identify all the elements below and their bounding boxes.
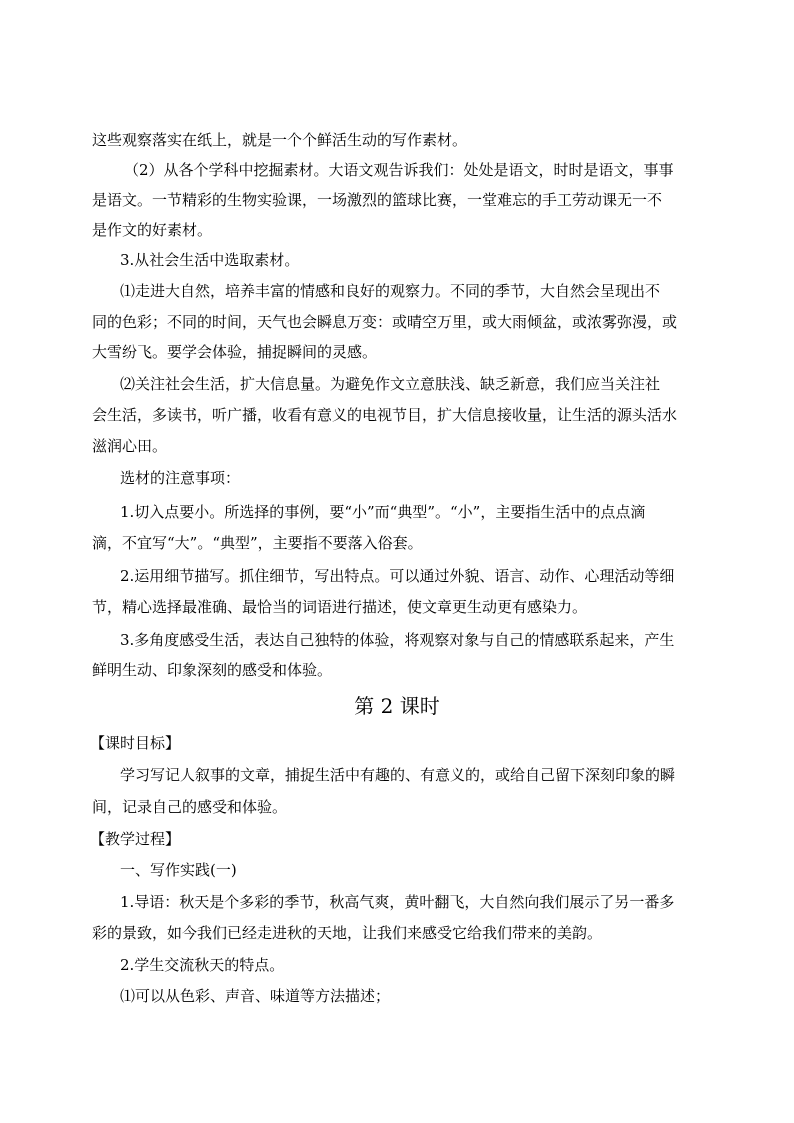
text-line: 1.导语：秋天是个多彩的季节，秋高气爽，黄叶翻飞，大自然向我们展示了另一番多 <box>120 893 675 911</box>
text-line: 大雪纷飞。要学会体验，捕捉瞬间的灵感。 <box>92 343 378 361</box>
text-line: 是语文。一节精彩的生物实验课，一场激烈的篮球比赛，一堂难忘的手工劳动课无一不 <box>92 191 663 209</box>
text-line: 选材的注意事项： <box>120 469 241 487</box>
section-heading: 【教学过程】 <box>90 830 181 848</box>
text-line: 一、写作实践(一) <box>120 861 237 879</box>
text-line: 3.多角度感受生活，表达自己独特的体验，将观察对象与自己的情感联系起来，产生 <box>120 631 675 649</box>
text-line: 滋润心田。 <box>92 437 168 455</box>
text-line: 2.运用细节描写。抓住细节，写出特点。可以通过外貌、语言、动作、心理活动等细 <box>120 567 675 585</box>
text-line: ⑴可以从色彩、声音、味道等方法描述； <box>120 987 391 1005</box>
text-line: 同的色彩；不同的时间，天气也会瞬息万变：或晴空万里，或大雨倾盆，或浓雾弥漫，或 <box>92 313 678 331</box>
text-line: 2.学生交流秋天的特点。 <box>120 956 285 974</box>
text-line: 是作文的好素材。 <box>92 221 213 239</box>
section-heading: 【课时目标】 <box>90 734 181 752</box>
text-line: ⑵关注社会生活，扩大信息量。为避免作文立意肤浅、缺乏新意，我们应当关注社 <box>120 375 661 393</box>
section-title: 第 2 课时 <box>354 694 440 718</box>
text-line: 3.从社会生活中选取素材。 <box>120 251 300 269</box>
text-line: （2）从各个学科中挖掘素材。大语文观告诉我们：处处是语文，时时是语文，事事 <box>124 161 674 179</box>
text-line: 会生活，多读书，听广播，收看有意义的电视节目，扩大信息接收量，让生活的源头活水 <box>92 406 678 424</box>
text-line: 鲜明生动、印象深刻的感受和体验。 <box>92 661 333 679</box>
text-line: 节，精心选择最准确、最恰当的词语进行描述，使文章更生动更有感染力。 <box>92 598 588 616</box>
text-line: 1.切入点要小。所选择的事例，要“小”而“典型”。“小”，主要指生活中的点点滴 <box>120 503 646 521</box>
text-line: 间，记录自己的感受和体验。 <box>92 798 288 816</box>
text-line: 这些观察落实在纸上，就是一个个鲜活生动的写作素材。 <box>92 131 468 149</box>
text-line: ⑴走进大自然，培养丰富的情感和良好的观察力。不同的季节，大自然会呈现出不 <box>120 282 661 300</box>
text-line: 彩的景致，如今我们已经走进秋的天地，让我们来感受它给我们带来的美韵。 <box>92 924 603 942</box>
text-line: 滴，不宜写“大”。“典型”，主要指不要落入俗套。 <box>92 534 423 552</box>
text-line: 学习写记人叙事的文章，捕捉生活中有趣的、有意义的，或给自己留下深刻印象的瞬 <box>120 766 676 784</box>
